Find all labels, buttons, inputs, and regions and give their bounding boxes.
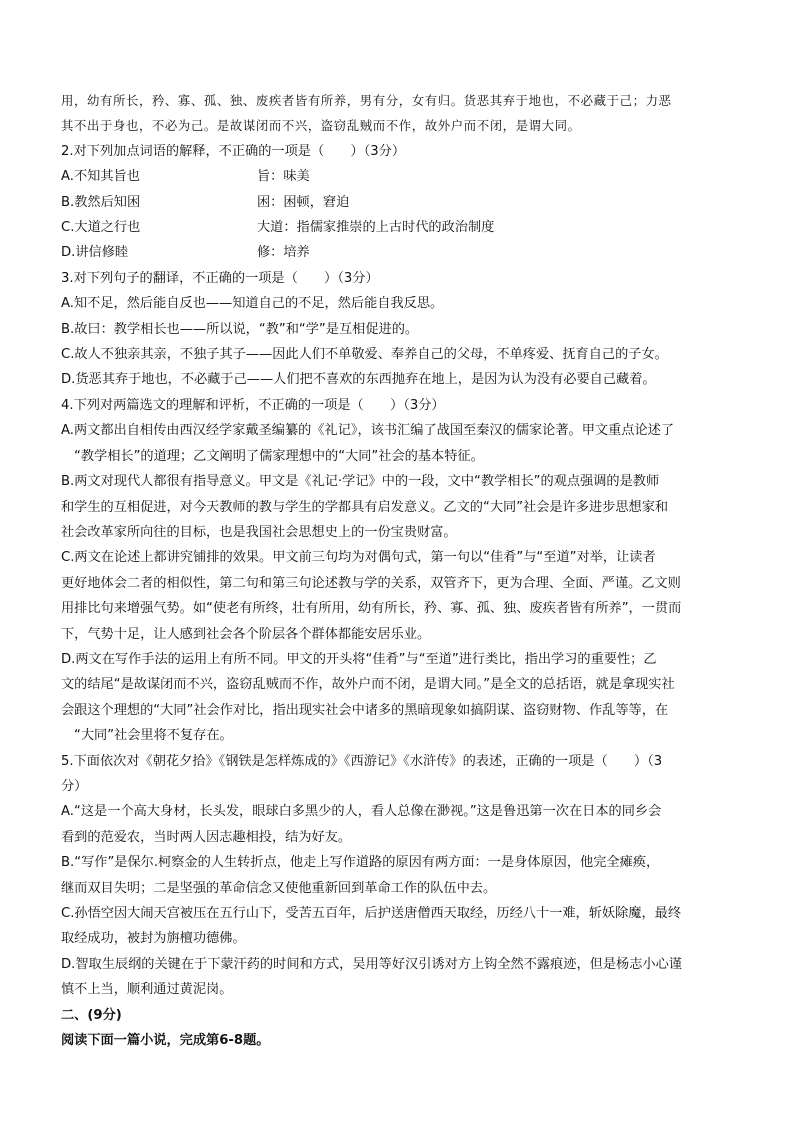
- option-line: 更好地体会二者的相似性，第二句和第三句论述教与学的关系，双管齐下，更为合理、全面、严谨。乙文则: [61, 575, 681, 591]
- option-line: 继而双目失明；二是坚强的革命信念又使他重新回到革命工作的队伍中去。: [61, 880, 497, 896]
- option-line: 文的结尾“是故谋闭而不兴，盗窃乱贼而不作，故外户而不闭，是谓大同。”是全文的总括语，就是拿现实社: [61, 677, 675, 693]
- option-line: 用排比句来增强气势。如“使老有所终，壮有所用，幼有所长，矜、寡、孤、独、废疾者皆有所养”，一贯而: [61, 601, 682, 617]
- question-2: [61, 139, 737, 266]
- section-2: [61, 1003, 737, 1054]
- question-stem: 3.对下列句子的翻译，不正确的一项是（ ）（3分）: [61, 270, 379, 286]
- option-line: A.“这是一个高大身材，长头发，眼球白多黑少的人，看人总像在渺视。”这是鲁迅第一次在日本的同乡会: [61, 804, 662, 820]
- option-line: B.“写作”是保尔.柯察金的人生转折点，他走上写作道路的原因有两方面：一是身体原因，他完全瘫痪，: [61, 855, 660, 871]
- option-a: [61, 164, 737, 189]
- option-c: [61, 545, 737, 647]
- option-term: A.不知其旨也: [61, 169, 140, 185]
- option-b: B.故曰：教学相长也——所以说，“教”和“学”是互相促进的。: [61, 321, 419, 337]
- option-explanation: 困：困顿，窘迫: [257, 194, 350, 210]
- question-5: [61, 749, 737, 1003]
- option-term: B.教然后知困: [61, 194, 141, 210]
- option-line: D.智取生辰纲的关键在于下蒙汗药的时间和方式，吴用等好汉引诱对方上钩全然不露痕迹，但是杨志小心谨: [61, 956, 682, 972]
- option-line: A.两文都出自相传由西汉经学家戴圣编纂的《礼记》，该书汇编了战国至秦汉的儒家论著。甲文重点论述了: [61, 423, 675, 439]
- option-line: “教学相长”的道理；乙文阐明了儒家理想中的“大同”社会的基本特征。: [74, 448, 484, 464]
- option-a: [61, 418, 737, 469]
- option-line: 取经成功，被封为旃檀功德佛。: [61, 931, 246, 947]
- option-line: 慎不上当，顺利通过黄泥岗。: [61, 982, 233, 998]
- option-c: [61, 215, 737, 240]
- option-d: [61, 952, 737, 1003]
- option-d: D.货恶其弃于地也，不必藏于己——人们把不喜欢的东西抛弃在地上，是因为认为没有必要自己藏着。: [61, 372, 656, 388]
- option-b: [61, 469, 737, 545]
- option-line: B.两文对现代人都很有指导意义。甲文是《礼记·学记》中的一段，文中“教学相长”的观点强调的是教师: [61, 474, 660, 490]
- option-term: D.讲信修睦: [61, 245, 129, 261]
- option-term: C.大道之行也: [61, 220, 141, 236]
- option-explanation: 大道：指儒家推崇的上古时代的政治制度: [257, 220, 495, 236]
- option-line: 会跟这个理想的“大同”社会作对比，指出现实社会中诸多的黑暗现象如搞阴谋、盗窃财物、作乱等等，在: [61, 702, 669, 718]
- question-4: [61, 393, 737, 749]
- option-line: D.两文在写作手法的运用上有所不同。甲文的开头将“佳肴”与“至道”进行类比，指出学习的重要性；乙: [61, 651, 657, 667]
- passage-tail: [61, 88, 737, 139]
- section-heading: 二、(9分): [61, 1007, 122, 1023]
- option-line: 看到的范爱农，当时两人因志趣相投，结为好友。: [61, 829, 352, 845]
- question-3: [61, 266, 737, 393]
- option-explanation: 旨：味美: [257, 169, 310, 185]
- section-instruction: 阅读下面一篇小说，完成第6-8题。: [61, 1033, 270, 1049]
- option-line: 社会改革家所向往的目标，也是我国社会思想史上的一份宝贵财富。: [61, 524, 457, 540]
- option-d: [61, 647, 737, 749]
- option-line: C.孙悟空因大闹天宫被压在五行山下，受苦五百年，后护送唐僧西天取经，历经八十一难，斩妖除魔，最终: [61, 906, 682, 921]
- option-c: [61, 901, 737, 952]
- document-content: [61, 88, 737, 1053]
- question-stem: 2.对下列加点词语的解释，不正确的一项是（ ）（3分）: [61, 143, 406, 159]
- option-a: A.知不足，然后能自反也——知道自己的不足，然后能自我反思。: [61, 296, 444, 312]
- passage-line: 其不出于身也，不必为己。是故谋闭而不兴，盗窃乱贼而不作，故外户而不闭，是谓大同。: [61, 118, 581, 134]
- question-stem: 5.下面依次对《朝花夕拾》《钢铁是怎样炼成的》《西游记》《水浒传》的表述，正确的一项是（ ）（3: [61, 753, 663, 769]
- option-line: 下，气势十足，让人感到社会各个阶层各个群体都能安居乐业。: [61, 626, 431, 642]
- option-c: C.故人不独亲其亲，不独子其子——因此人们不单敬爱、奉养自己的父母，不单疼爱、抚育自己的子女。: [61, 347, 668, 363]
- passage-line: 用，幼有所长，矜、寡、孤、独、废疾者皆有所养，男有分，女有归。货恶其弃于地也，不必藏于己；力恶: [61, 93, 672, 108]
- option-a: [61, 799, 737, 850]
- option-d: [61, 240, 737, 265]
- question-stem: 分）: [61, 778, 88, 794]
- option-b: [61, 190, 737, 215]
- option-line: C.两文在论述上都讲究铺排的效果。甲文前三句均为对偶句式，第一句以“佳肴”与“至道”对举，让读者: [61, 550, 656, 566]
- option-explanation: 修：培养: [257, 245, 310, 261]
- question-stem: 4.下列对两篇选文的理解和评析，不正确的一项是（ ）（3分）: [61, 397, 445, 413]
- option-line: “大同”社会里将不复存在。: [74, 728, 233, 744]
- option-line: 和学生的互相促进，对今天教师的教与学生的学都具有启发意义。乙文的“大同”社会是许多进步思想家和: [61, 499, 669, 515]
- option-b: [61, 850, 737, 901]
